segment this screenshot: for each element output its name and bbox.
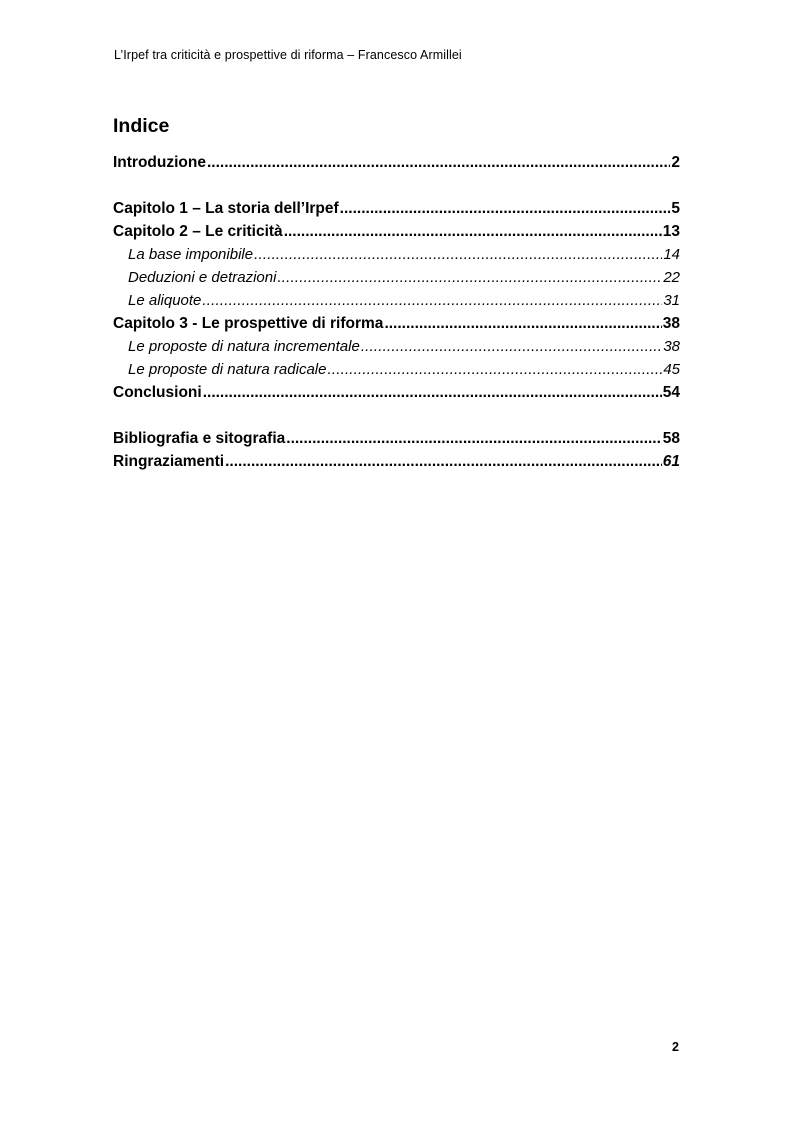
toc-entry-proposte-incrementale[interactable] <box>113 335 680 358</box>
toc-entry-label: Capitolo 3 - Le prospettive di riforma <box>113 315 384 332</box>
page-number: 2 <box>672 1040 679 1054</box>
toc-entry-capitolo-2[interactable] <box>113 220 680 243</box>
toc-entry-base-imponibile[interactable] <box>113 243 680 266</box>
toc-entry-page: 58 <box>662 430 680 447</box>
dot-leader <box>361 335 663 358</box>
running-header: L’Irpef tra criticità e prospettive di riforma – Francesco Armillei <box>114 48 462 62</box>
toc-entry-deduzioni-detrazioni[interactable] <box>113 266 680 289</box>
toc-entry-label: Le aliquote <box>128 292 202 309</box>
dot-leader <box>284 220 662 243</box>
toc-entry-page: 5 <box>671 200 680 217</box>
toc-entry-bibliografia[interactable] <box>113 427 680 450</box>
toc-entry-ringraziamenti[interactable] <box>113 450 680 473</box>
toc-title: Indice <box>113 115 170 137</box>
toc-entry-label: Le proposte di natura incrementale <box>128 338 360 355</box>
dot-leader <box>254 243 662 266</box>
dot-leader <box>207 151 670 174</box>
toc-entry-label: Ringraziamenti <box>113 453 225 470</box>
dot-leader <box>340 197 671 220</box>
toc-entry-page: 13 <box>662 223 680 240</box>
toc-entry-aliquote[interactable] <box>113 289 680 312</box>
toc-entry-label: Capitolo 2 – Le criticità <box>113 223 283 240</box>
toc-entry-capitolo-1[interactable] <box>113 197 680 220</box>
dot-leader <box>277 266 662 289</box>
toc-entry-label: Le proposte di natura radicale <box>128 361 327 378</box>
toc-entry-label: Introduzione <box>113 154 206 171</box>
toc-entry-page: 38 <box>663 338 680 355</box>
toc-entry-page: 31 <box>663 292 680 309</box>
toc-entry-conclusioni[interactable] <box>113 381 680 404</box>
table-of-contents <box>113 151 680 473</box>
toc-entry-capitolo-3[interactable] <box>113 312 680 335</box>
toc-entry-page: 14 <box>663 246 680 263</box>
toc-entry-label: Bibliografia e sitografia <box>113 430 286 447</box>
dot-leader <box>327 358 662 381</box>
dot-leader <box>384 312 661 335</box>
toc-entry-page: 45 <box>663 361 680 378</box>
dot-leader <box>225 450 662 473</box>
toc-entry-page: 61 <box>662 453 680 470</box>
toc-entry-introduzione[interactable] <box>113 151 680 174</box>
toc-entry-label: Deduzioni e detrazioni <box>128 269 277 286</box>
toc-entry-label: La base imponibile <box>128 246 254 263</box>
toc-entry-label: Capitolo 1 – La storia dell’Irpef <box>113 200 339 217</box>
toc-entry-page: 22 <box>663 269 680 286</box>
toc-entry-proposte-radicale[interactable] <box>113 358 680 381</box>
dot-leader <box>203 381 662 404</box>
dot-leader <box>202 289 662 312</box>
toc-entry-page: 38 <box>662 315 680 332</box>
toc-entry-page: 2 <box>671 154 680 171</box>
toc-entry-page: 54 <box>662 384 680 401</box>
dot-leader <box>286 427 661 450</box>
toc-entry-label: Conclusioni <box>113 384 202 401</box>
